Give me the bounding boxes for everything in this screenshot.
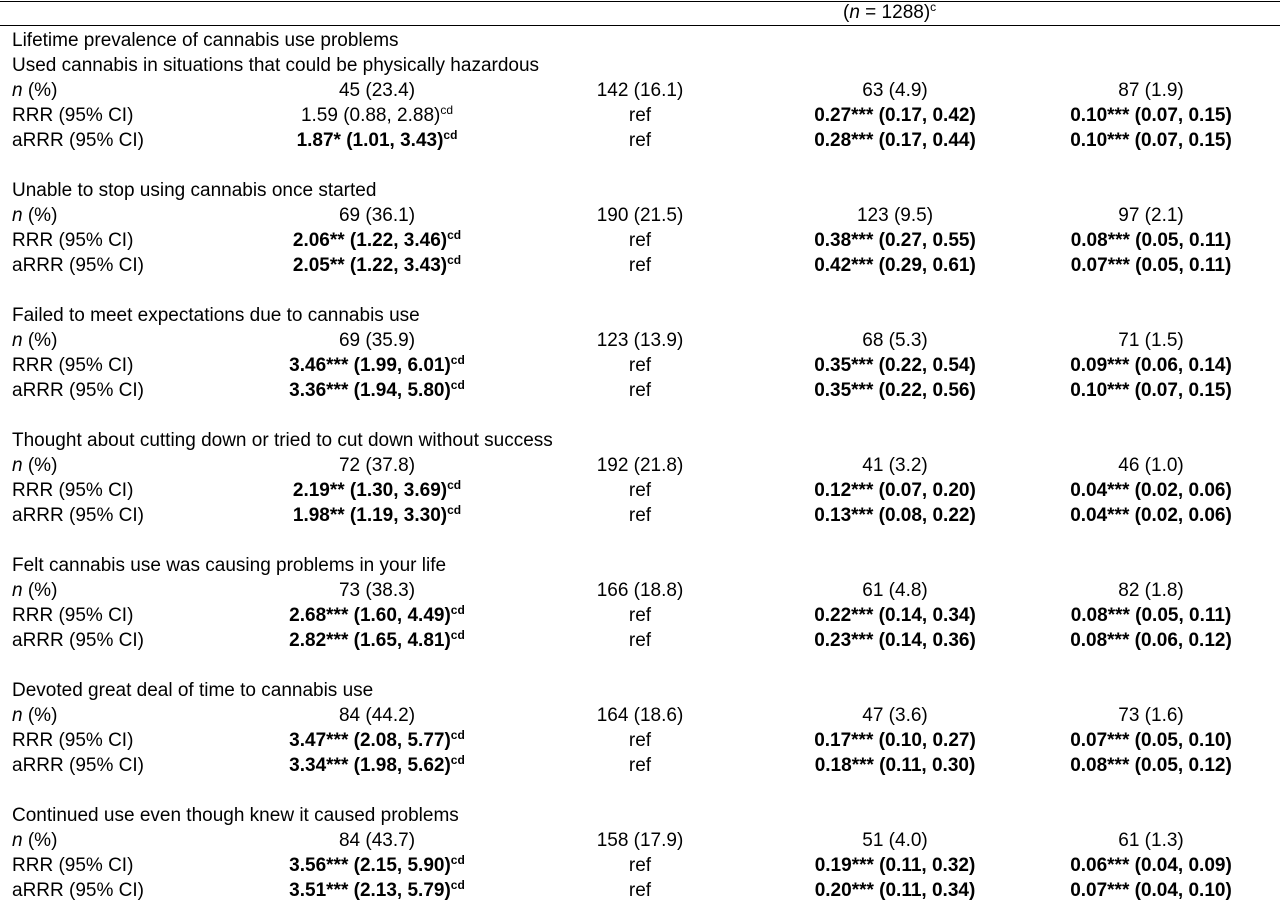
section-title: Unable to stop using cannabis once started: [12, 180, 377, 201]
count-cell: 164 (18.6): [596, 705, 684, 726]
section-title-line: [0, 178, 1280, 203]
table-row: [0, 103, 1280, 128]
table-row: [0, 878, 1280, 903]
row-label-rrr: RRR (95% CI): [12, 480, 134, 501]
ratio-cell: 0.10*** (0.07, 0.15): [1070, 380, 1232, 401]
row-label-n-percent: n (%): [12, 205, 58, 226]
section-title: Devoted great deal of time to cannabis use: [12, 680, 374, 701]
ratio-cell: 3.36*** (1.94, 5.80)$^{cd}$: [289, 378, 465, 401]
ratio-cell: 0.35*** (0.22, 0.54): [814, 355, 976, 376]
ratio-cell: 0.08*** (0.05, 0.11): [1070, 230, 1232, 251]
ratio-cell: ref: [628, 880, 652, 901]
results-table: [0, 28, 1280, 903]
table-row: [0, 603, 1280, 628]
section-title: Thought about cutting down or tried to cut down without success: [12, 430, 553, 451]
section-spacer: [0, 653, 1280, 678]
table-row: [0, 753, 1280, 778]
table-title-line: [0, 28, 1280, 53]
ratio-cell: 2.05** (1.22, 3.43)$^{cd}$: [292, 253, 462, 276]
table-title: Lifetime prevalence of cannabis use problems: [12, 30, 399, 51]
section-title: Felt cannabis use was causing problems in your life: [12, 555, 447, 576]
ratio-cell: 0.06*** (0.04, 0.09): [1070, 855, 1232, 876]
row-label-arrr: aRRR (95% CI): [12, 505, 144, 526]
section-title-line: [0, 53, 1280, 78]
row-label-n-percent: n (%): [12, 580, 58, 601]
ratio-cell: 0.35*** (0.22, 0.56): [814, 380, 976, 401]
ratio-cell: 0.38*** (0.27, 0.55): [814, 230, 976, 251]
row-label-n-percent: n (%): [12, 330, 58, 351]
ratio-cell: ref: [628, 230, 652, 251]
count-cell: 190 (21.5): [596, 205, 684, 226]
ratio-cell: 0.13*** (0.08, 0.22): [814, 505, 976, 526]
row-label-rrr: RRR (95% CI): [12, 855, 134, 876]
ratio-cell: 0.42*** (0.29, 0.61): [814, 255, 976, 276]
ratio-cell: ref: [628, 630, 652, 651]
ratio-cell: 0.08*** (0.05, 0.12): [1070, 755, 1232, 776]
ratio-cell: 0.23*** (0.14, 0.36): [814, 630, 976, 651]
ratio-cell: ref: [628, 480, 652, 501]
section-title-line: [0, 803, 1280, 828]
ratio-cell: ref: [628, 730, 652, 751]
count-cell: 45 (23.4): [338, 80, 416, 101]
row-label-rrr: RRR (95% CI): [12, 605, 134, 626]
section-spacer: [0, 153, 1280, 178]
ratio-cell: 0.07*** (0.05, 0.11): [1070, 255, 1232, 276]
ratio-cell: 0.04*** (0.02, 0.06): [1070, 505, 1232, 526]
count-cell: 97 (2.1): [1118, 205, 1184, 226]
count-cell: 69 (36.1): [338, 205, 416, 226]
count-cell: 166 (18.8): [596, 580, 684, 601]
table-row: [0, 578, 1280, 603]
ratio-cell: 1.87* (1.01, 3.43)$^{cd}$: [296, 128, 458, 151]
ratio-cell: 2.68*** (1.60, 4.49)$^{cd}$: [289, 603, 465, 626]
row-label-rrr: RRR (95% CI): [12, 355, 134, 376]
ratio-cell: 0.08*** (0.05, 0.11): [1070, 605, 1232, 626]
ratio-cell: 3.51*** (2.13, 5.79)$^{cd}$: [289, 878, 465, 901]
row-label-arrr: aRRR (95% CI): [12, 880, 144, 901]
table-row: [0, 703, 1280, 728]
ratio-cell: 0.22*** (0.14, 0.34): [814, 605, 976, 626]
ratio-cell: ref: [628, 505, 652, 526]
count-cell: 158 (17.9): [596, 830, 684, 851]
count-cell: 84 (43.7): [338, 830, 416, 851]
ratio-cell: 0.17*** (0.10, 0.27): [814, 730, 976, 751]
ratio-cell: 2.06** (1.22, 3.46)$^{cd}$: [292, 228, 462, 251]
sample-size-header: (n = 1288)$^c$: [843, 0, 937, 23]
row-label-n-percent: n (%): [12, 455, 58, 476]
ratio-cell: ref: [628, 855, 652, 876]
row-label-n-percent: n (%): [12, 830, 58, 851]
ratio-cell: 0.28*** (0.17, 0.44): [814, 130, 976, 151]
ratio-cell: 3.46*** (1.99, 6.01)$^{cd}$: [289, 353, 465, 376]
ratio-cell: 0.18*** (0.11, 0.30): [814, 755, 976, 776]
section-spacer: [0, 778, 1280, 803]
table-row: [0, 503, 1280, 528]
row-label-arrr: aRRR (95% CI): [12, 130, 144, 151]
row-label-n-percent: n (%): [12, 705, 58, 726]
ratio-cell: 2.82*** (1.65, 4.81)$^{cd}$: [289, 628, 465, 651]
table-row: [0, 328, 1280, 353]
row-label-arrr: aRRR (95% CI): [12, 630, 144, 651]
table-row: [0, 228, 1280, 253]
count-cell: 123 (13.9): [596, 330, 684, 351]
row-label-n-percent: n (%): [12, 80, 58, 101]
table-row: [0, 853, 1280, 878]
section-title-line: [0, 678, 1280, 703]
ratio-cell: 0.10*** (0.07, 0.15): [1070, 130, 1232, 151]
table-row: [0, 728, 1280, 753]
ratio-cell: 3.47*** (2.08, 5.77)$^{cd}$: [289, 728, 465, 751]
section-spacer: [0, 278, 1280, 303]
row-label-arrr: aRRR (95% CI): [12, 380, 144, 401]
count-cell: 71 (1.5): [1118, 330, 1184, 351]
count-cell: 68 (5.3): [862, 330, 928, 351]
ratio-cell: ref: [628, 130, 652, 151]
ratio-cell: ref: [628, 105, 652, 126]
table-row: [0, 128, 1280, 153]
row-label-arrr: aRRR (95% CI): [12, 255, 144, 276]
ratio-cell: 0.07*** (0.04, 0.10): [1070, 880, 1232, 901]
table-row: [0, 78, 1280, 103]
ratio-cell: 0.04*** (0.02, 0.06): [1070, 480, 1232, 501]
section-title: Failed to meet expectations due to cannabis use: [12, 305, 420, 326]
count-cell: 72 (37.8): [338, 455, 416, 476]
table-row: [0, 253, 1280, 278]
ratio-cell: ref: [628, 605, 652, 626]
table-row: [0, 628, 1280, 653]
section-title: Used cannabis in situations that could be physically hazardous: [12, 55, 540, 76]
ratio-cell: 1.59 (0.88, 2.88)$^{cd}$: [300, 103, 454, 126]
ratio-cell: ref: [628, 255, 652, 276]
ratio-cell: 1.98** (1.19, 3.30)$^{cd}$: [292, 503, 462, 526]
row-label-rrr: RRR (95% CI): [12, 105, 134, 126]
ratio-cell: 0.08*** (0.06, 0.12): [1070, 630, 1232, 651]
count-cell: 51 (4.0): [862, 830, 928, 851]
count-cell: 41 (3.2): [862, 455, 928, 476]
count-cell: 123 (9.5): [856, 205, 934, 226]
ratio-cell: ref: [628, 355, 652, 376]
table-row: [0, 203, 1280, 228]
ratio-cell: ref: [628, 755, 652, 776]
ratio-cell: 0.19*** (0.11, 0.32): [814, 855, 976, 876]
row-label-rrr: RRR (95% CI): [12, 730, 134, 751]
table-row: [0, 453, 1280, 478]
row-label-arrr: aRRR (95% CI): [12, 755, 144, 776]
table-row: [0, 378, 1280, 403]
count-cell: 192 (21.8): [596, 455, 684, 476]
table-row: [0, 478, 1280, 503]
count-cell: 73 (38.3): [338, 580, 416, 601]
header-bottom-rule: [0, 25, 1280, 26]
row-label-rrr: RRR (95% CI): [12, 230, 134, 251]
section-title: Continued use even though knew it caused problems: [12, 805, 459, 826]
ratio-cell: 0.20*** (0.11, 0.34): [814, 880, 976, 901]
section-spacer: [0, 528, 1280, 553]
table-sections: [0, 53, 1280, 903]
count-cell: 142 (16.1): [596, 80, 684, 101]
count-cell: 63 (4.9): [862, 80, 928, 101]
ratio-cell: 0.09*** (0.06, 0.14): [1070, 355, 1232, 376]
count-cell: 82 (1.8): [1118, 580, 1184, 601]
section-title-line: [0, 303, 1280, 328]
count-cell: 87 (1.9): [1118, 80, 1184, 101]
ratio-cell: 3.34*** (1.98, 5.62)$^{cd}$: [289, 753, 465, 776]
count-cell: 46 (1.0): [1118, 455, 1184, 476]
count-cell: 84 (44.2): [338, 705, 416, 726]
ratio-cell: 0.10*** (0.07, 0.15): [1070, 105, 1232, 126]
count-cell: 61 (4.8): [862, 580, 928, 601]
ratio-cell: 0.27*** (0.17, 0.42): [814, 105, 976, 126]
table-top-rule: [0, 1, 1280, 2]
ratio-cell: 0.12*** (0.07, 0.20): [814, 480, 976, 501]
count-cell: 47 (3.6): [862, 705, 928, 726]
ratio-cell: 2.19** (1.30, 3.69)$^{cd}$: [292, 478, 462, 501]
count-cell: 61 (1.3): [1118, 830, 1184, 851]
ratio-cell: 3.56*** (2.15, 5.90)$^{cd}$: [289, 853, 465, 876]
table-row: [0, 828, 1280, 853]
section-title-line: [0, 553, 1280, 578]
table-row: [0, 353, 1280, 378]
ratio-cell: ref: [628, 380, 652, 401]
section-title-line: [0, 428, 1280, 453]
section-spacer: [0, 403, 1280, 428]
count-cell: 73 (1.6): [1118, 705, 1184, 726]
count-cell: 69 (35.9): [338, 330, 416, 351]
ratio-cell: 0.07*** (0.05, 0.10): [1070, 730, 1232, 751]
